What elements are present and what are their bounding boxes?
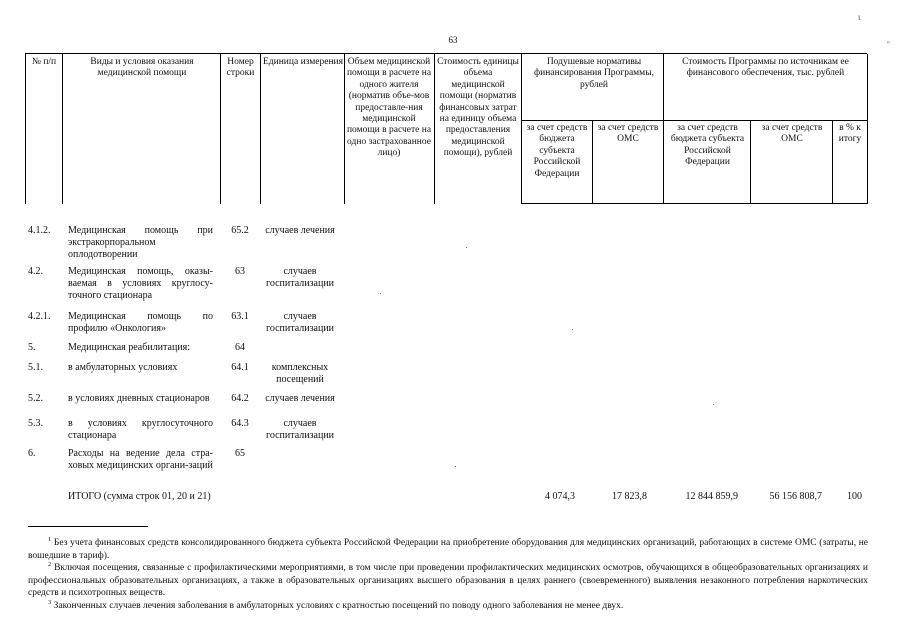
table-header <box>25 53 867 204</box>
row-number: 5.2. <box>28 393 43 404</box>
row-kind: Расходы на ведение дела стра-ховых медицинских органи-заций <box>68 448 213 471</box>
footnote-1: $^1$ Без учета финансовых средств консолидированного бюджета субъекта Российской Федерации на приобретение оборудования для медицинских организаций, работающих в системе ОМС (затраты, не вошедшие в тариф). <box>28 536 869 561</box>
row-kind: Медицинская помощь, оказы-ваемая в условиях круглосу-точного стационара <box>68 266 213 301</box>
row-unit: случаев госпитализации <box>265 311 335 334</box>
row-code: 63.1 <box>231 311 249 322</box>
row-code: 65.2 <box>231 225 249 236</box>
col-cost-header: Стоимость единицы объема медицинской помощи (норматив финансовых затрат на единицу объема предоставления медицинской помощи), рублей <box>437 57 519 159</box>
row-unit: комплексных посещений <box>271 362 329 385</box>
col-norms-oms-header: за счет средств ОМС <box>597 123 659 145</box>
row-code: 64.1 <box>231 362 249 373</box>
col-kind-header: Виды и условия оказания медицинской помощи <box>90 57 194 79</box>
margin-mark: ᵒ <box>887 38 890 48</box>
row-kind: Медицинская помощь при экстракорпоральном оплодотворении <box>68 225 213 260</box>
row-number: 6. <box>28 448 36 459</box>
col-unit-header: Единица измерения <box>263 57 343 67</box>
row-number: 5.1. <box>28 362 43 373</box>
total-program-budget: 12 844 859,9 <box>685 491 738 502</box>
total-norm-oms: 17 823,8 <box>612 491 647 502</box>
col-cost-program-header: Стоимость Программы по источникам ее финансового обеспечения, тыс. рублей <box>682 57 849 79</box>
row-kind: в условиях дневных стационаров <box>68 393 210 404</box>
col-program-pct-header: в % к итогу <box>838 123 862 145</box>
total-pct: 100 <box>847 491 862 502</box>
row-code: 65 <box>235 448 245 459</box>
row-unit: случаев лечения <box>265 393 335 404</box>
row-number: 4.2.1. <box>28 311 51 322</box>
row-code: 64.2 <box>231 393 249 404</box>
row-code: 64.3 <box>231 418 249 429</box>
row-number: 5.3. <box>28 418 43 429</box>
footnote-3: $^3$ Законченных случаев лечения заболевания в амбулаторных условиях с кратностью посещений по поводу одного заболевания не менее двух. <box>48 599 624 612</box>
row-code: 64 <box>235 342 245 353</box>
row-kind: в условиях круглосуточного стационара <box>68 418 213 441</box>
col-volume-header: Объем медицинской помощи в расчете на одного жителя (норматив объе-мов предоставле-ния медицинской помощи в расчете на одно застрахованное лицо) <box>346 57 432 159</box>
page-number: 63 <box>448 35 458 45</box>
row-unit: случаев госпитализации <box>265 266 335 289</box>
total-label: ИТОГО (сумма строк 01, 20 и 21) <box>68 491 211 502</box>
col-program-budget-header: за счет средств бюджета субъекта Российской Федерации <box>670 123 745 168</box>
col-program-oms-header: за счет средств ОМС <box>761 123 823 145</box>
total-norm-budget: 4 074,3 <box>545 491 575 502</box>
row-unit: случаев госпитализации <box>265 418 335 441</box>
total-program-oms: 56 156 808,7 <box>769 491 822 502</box>
row-kind: в амбулаторных условиях <box>68 362 178 373</box>
col-num-header: № п/п <box>31 57 57 67</box>
row-kind: Медицинская помощь по профилю «Онкология» <box>68 311 213 334</box>
row-number: 4.1.2. <box>28 225 51 236</box>
margin-mark: ι <box>858 12 861 22</box>
row-code: 63 <box>235 266 245 277</box>
footnote-2: $^2$ Включая посещения, связанные с профилактическими мероприятиями, в том числе при проведении профилактических медицинских осмотров, обучающихся в общеобразовательных организациях и профессиональных образовательных организациях, а также в образовательных организациях высшего образования в целях раннего (своевременного) выявления незаконного потребления наркотических средств и психотропных веществ. <box>28 561 868 598</box>
col-norms-budget-header: за счет средств бюджета субъекта Российской Федерации <box>526 123 588 179</box>
row-kind: Медицинская реабилитация: <box>68 342 191 353</box>
row-number: 5. <box>28 342 36 353</box>
row-number: 4.2. <box>28 266 43 277</box>
col-code-header: Номер строки <box>226 57 255 79</box>
row-unit: случаев лечения <box>265 225 335 236</box>
footnote-separator <box>28 526 148 527</box>
col-norms-header: Подушевые нормативы финансирования Программы, рублей <box>534 57 654 90</box>
